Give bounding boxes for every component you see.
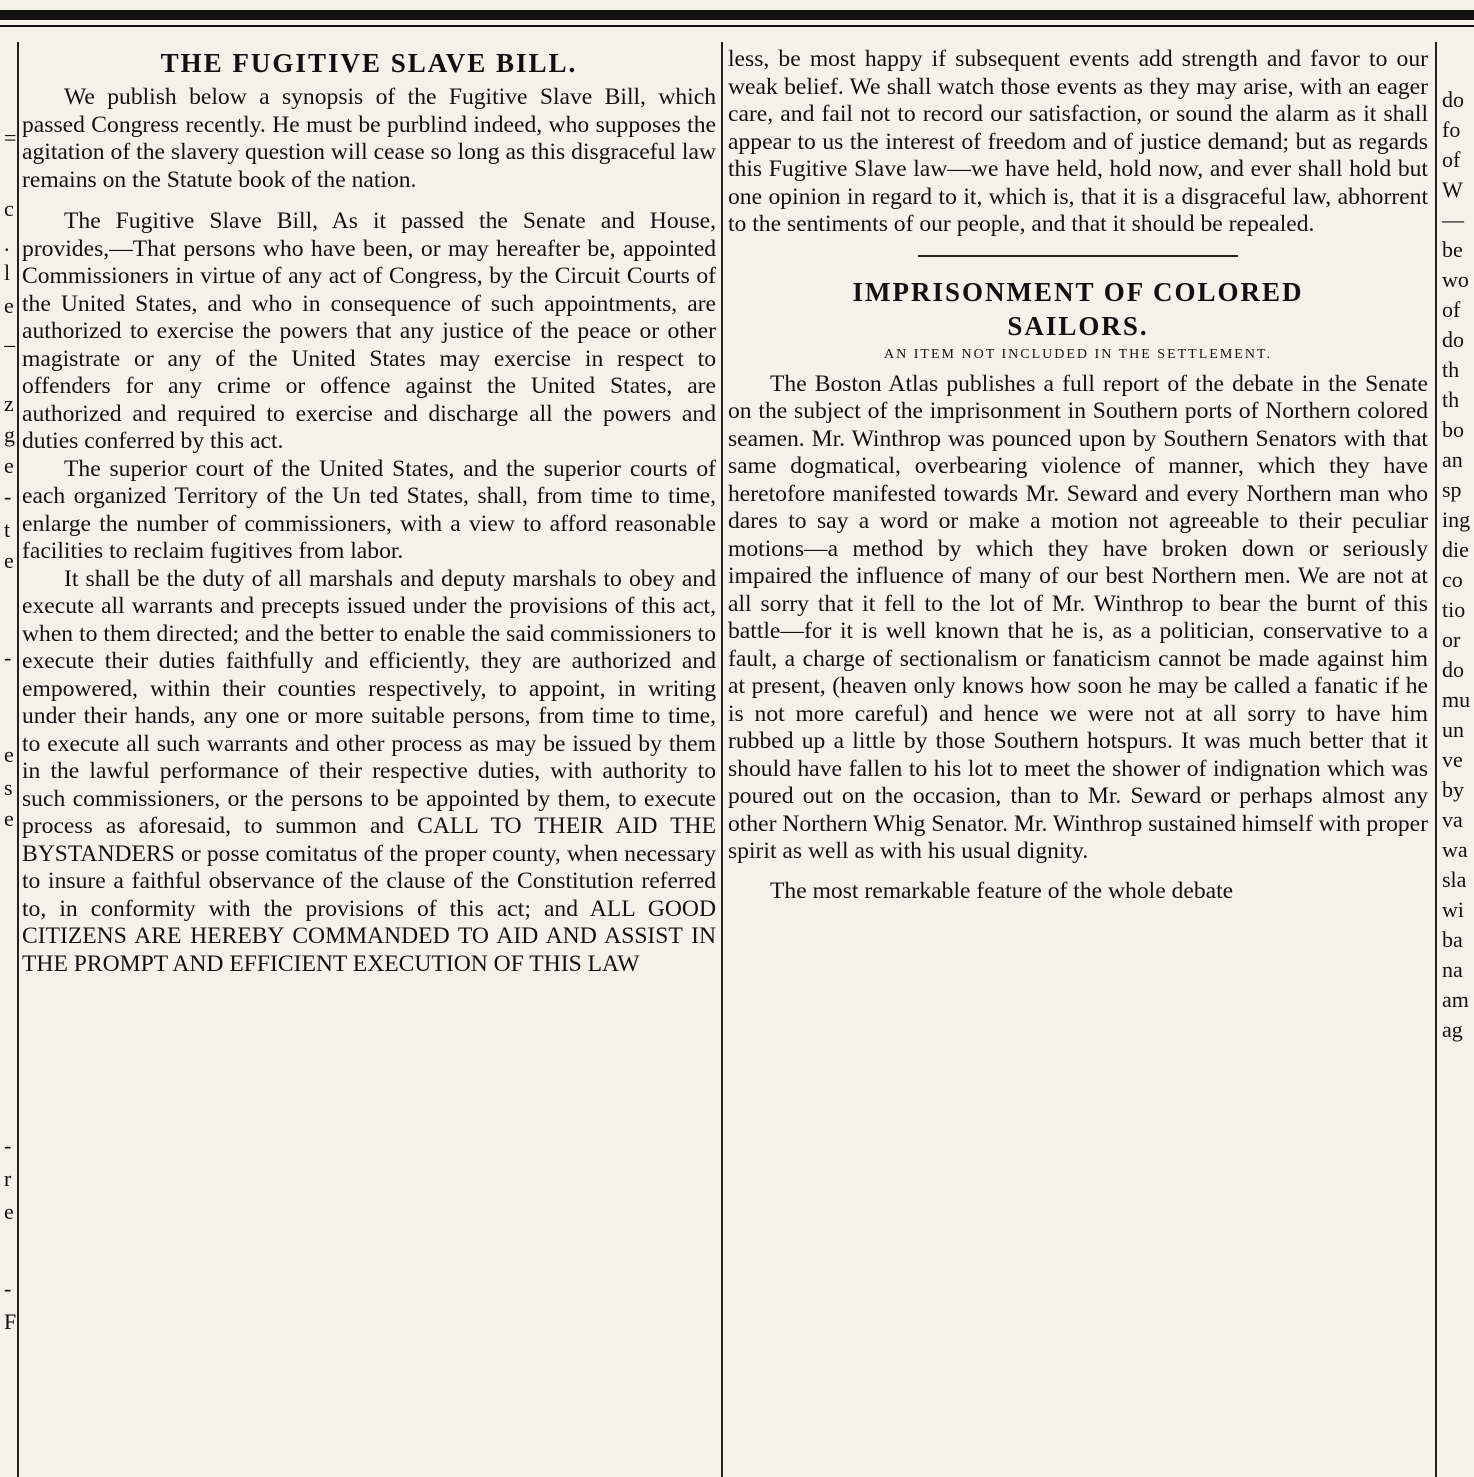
left-fragment: e [4,742,14,767]
right-fragment: th [1442,357,1460,382]
left-fragment: - [4,645,12,670]
article-continuation: less, be most happy if subsequent events add strength and favor to our weak belief. We shall watch those events as they may arise, with an eager care, and fail not to record our satisfaction, or sound the alarm as it shall appear to us the interest of freedom and of justice demand; but as regards this Fugitive Slave law—we have held, hold now, and ever shall hold but one opinion in regard to it, which is, that it is a disgraceful law, abhorrent to the sentiments of our people, and that it should be repealed. [728,46,1428,237]
right-fragment: ag [1442,1017,1463,1042]
article-paragraph: The superior court of the United States, and the superior courts of each organized Territory of the Un ted States, shall, from time to time, enlarge the number of commissioners, with a view to afford reasonable facilities to reclaim fugitives from labor. [22,455,716,564]
left-fragment: F [4,1309,16,1334]
article-paragraph: The Fugitive Slave Bill, As it passed the Senate and House, provides,—That persons who have been, or may hereafter be, appointed Commissioners in virtue of any act of Congress, by the Circuit Courts of the United States, and who in consequence of such appointments, are authorized to exercise the powers that any justice of the peace or other magistrate or any of the United States may exercise in respect to offenders for any crime or offence against the United States, are authorized and required to exercise and discharge all the powers and duties conferred by this act. [22,208,716,454]
left-fragment: e [4,806,14,831]
column-imprisonment [728,46,1428,919]
left-fragment: e [4,548,14,573]
right-fragment: fo [1442,117,1461,142]
right-fragment: am [1442,987,1469,1012]
left-fragment: t [4,517,11,542]
right-fragment: wa [1442,837,1468,862]
right-fragment: va [1442,807,1463,832]
right-fragment: ve [1442,747,1463,772]
right-fragment: die [1442,537,1469,562]
right-fragment: or [1442,627,1461,652]
right-fragment: bo [1442,417,1464,442]
article-body: The Boston Atlas publishes a full report of the debate in the Senate on the subject of the imprisonment in Southern ports of Northern colored seamen. Mr. Winthrop was pounced upon by Southern Senators with that same dogmatical, overbearing violence of manner, which they have heretofore manifested towards Mr. Seward and every Northern man who dares to say a word or make a motion not agreeable to their peculiar motions—a method by which they have broken down or seriously impaired the influence of many of our best Northern men. We are not at all sorry that it fell to the lot of Mr. Winthrop to bear the burnt of this battle—for it is well known that he is, as a politician, conservative to a fault, a charge of sectionalism or fanaticism cannot be made against him at present, (heaven only knows how soon he may be called a fanatic if he is not more careful) and hence we were not at all sorry to have him rubbed up a little by those Southern hotspurs. It was much better that it should have fallen to his lot to meet the shower of indignation which was poured out on the occasion, than to Mr. Seward or perhaps almost any other Northern Whig Senator. Mr. Winthrop sustained himself with proper spirit as well as with his usual dignity. [728,370,1428,864]
left-fragment: - [4,1276,12,1301]
right-fragment: wo [1442,267,1469,292]
article-next-paragraph: The most remarkable feature of the whole debate [770,877,1234,904]
right-fragment: na [1442,957,1463,982]
right-fragment: th [1442,387,1460,412]
column-rule-3 [1435,42,1437,1477]
article-subheading: AN ITEM NOT INCLUDED IN THE SETTLEMENT. [884,346,1272,362]
left-fragment: = [4,125,16,150]
top-thin-rule [0,25,1474,27]
article-headline-line1: IMPRISONMENT OF COLORED [852,276,1304,307]
right-fragment: mu [1442,687,1471,712]
right-fragment: ing [1442,507,1471,532]
left-fragment: r [4,1166,12,1191]
left-fragment: . [4,231,10,256]
right-fragment: un [1442,717,1464,742]
left-fragment: l [4,260,11,285]
left-fragment: e [4,1199,14,1224]
column-rule-2 [721,42,723,1477]
right-fragment: of [1442,297,1461,322]
article-headline-line2: SAILORS. [1007,310,1149,341]
right-fragment: of [1442,147,1461,172]
right-fragment: W [1442,177,1463,202]
right-fragment: ba [1442,927,1463,952]
right-fragment: tio [1442,597,1466,622]
article-intro: We publish below a synopsis of the Fugitive Slave Bill, which passed Congress recently. He must be purblind indeed, who supposes the agitation of the slavery question will cease so long as this disgraceful law remains on the Statute book of the nation. [22,84,716,193]
left-fragment: g [4,422,15,447]
right-fragment: do [1442,87,1464,112]
right-edge-column [1442,46,1474,1043]
top-heavy-rule [0,10,1474,20]
column-rule-1 [17,42,19,1477]
left-fragment: e [4,453,14,478]
right-fragment: do [1442,657,1464,682]
article-divider [918,255,1238,257]
right-fragment: by [1442,777,1464,802]
right-fragment: sp [1442,477,1462,502]
right-fragment: an [1442,447,1463,472]
article-paragraph: It shall be the duty of all marshals and deputy marshals to obey and execute all warrants and precepts issued under the provisions of this act, when to them directed; and the better to enable the said commissioners to execute their duties faithfully and efficiently, they are authorized and empowered, within their counties respectively, to appoint, in writing under their hands, any one or more suitable persons, from time to time, to execute all such warrants and other process as may be issued by them in the lawful performance of their respective duties, with authority to such commissioners, or the persons to be appointed by them, to execute process as aforesaid, to summon and CALL TO THEIR AID THE BYSTANDERS or posse comitatus of the proper county, when necessary to insure a faithful observance of the clause of the Constitution referred to, in conformity with the provisions of this act; and ALL GOOD CITIZENS ARE HEREBY COMMANDED TO AID AND ASSIST IN THE PROMPT AND EFFICIENT EXECUTION OF THIS LAW [22,565,716,977]
right-fragment: be [1442,237,1463,262]
right-fragment: — [1442,207,1464,232]
left-fragment: c [4,196,14,221]
left-fragment: _ [4,324,15,349]
left-fragment: z [4,391,14,416]
right-fragment: wi [1442,897,1464,922]
left-fragment: - [4,484,12,509]
left-fragment: e [4,293,14,318]
left-edge-column [4,46,16,1335]
left-fragment: s [4,775,13,800]
right-fragment: do [1442,327,1464,352]
right-fragment: sla [1442,867,1467,892]
column-fugitive-slave-bill [22,46,716,978]
left-fragment: - [4,1133,12,1158]
right-fragment: co [1442,567,1463,592]
article-headline: THE FUGITIVE SLAVE BILL. [160,48,578,78]
